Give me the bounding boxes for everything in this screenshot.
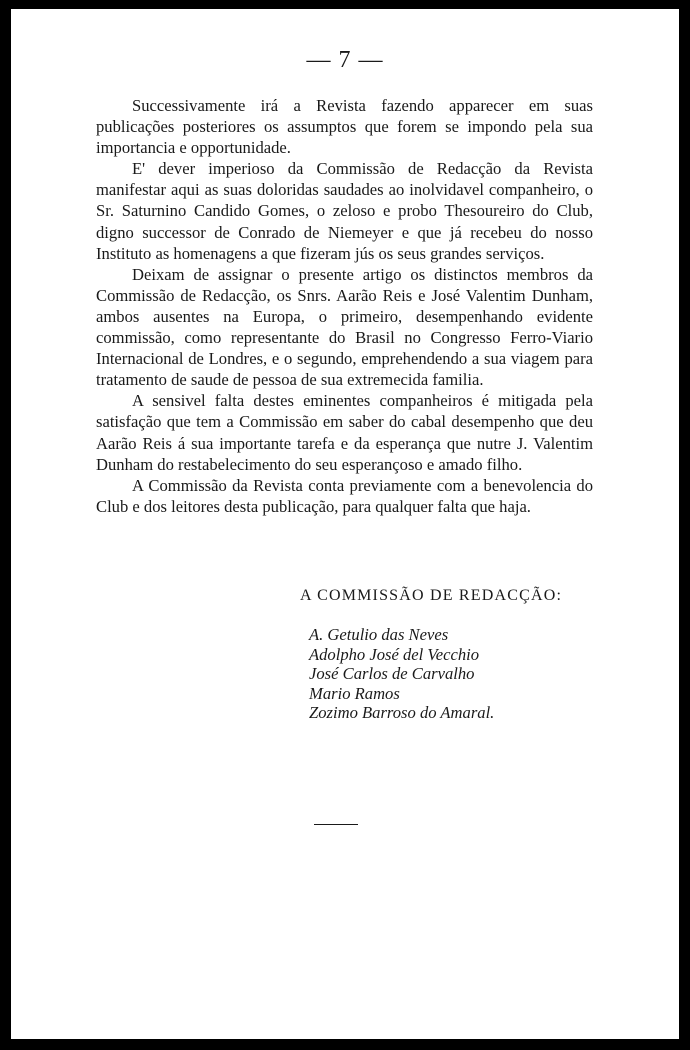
signature-name: Mario Ramos xyxy=(309,683,400,703)
signature-name: Adolpho José del Vecchio xyxy=(309,644,480,664)
document-page xyxy=(11,9,679,1039)
paragraph: A sensivel falta destes eminentes companheiros é mitigada pela satisfação que tem a Commissão em saber do cabal desempenho que deu Aarão Reis á sua importante tarefa e da esperança que nutre J. Valentim Dunham do restabelecimento do seu esperançoso e amado filho. xyxy=(96,391,593,474)
signature-list xyxy=(309,625,494,723)
article-body xyxy=(96,95,593,517)
commission-heading: A COMMISSÃO DE REDACÇÃO: xyxy=(300,587,563,604)
paragraph: Deixam de assignar o presente artigo os distinctos membros da Commissão de Redacção, os Snrs. Aarão Reis e José Valentim Dunham, ambos ausentes na Europa, o primeiro, desempenhando evidente commissão, como representante do Brasil no Congresso Ferro-Viario Internacional de Londres, e o segundo, emprehendendo a sua viagem para tratamento de saude de pessoa de sua extremecida familia. xyxy=(96,264,593,390)
closing-divider xyxy=(314,824,358,825)
signature-name: A. Getulio das Neves xyxy=(309,625,449,644)
paragraph: Successivamente irá a Revista fazendo apparecer em suas publicações posteriores os assumptos que forem se impondo pela sua importancia e opportunidade. xyxy=(96,96,593,158)
paragraph: A Commissão da Revista conta previamente com a benevolencia do Club e dos leitores desta publicação, para qualquer falta que haja. xyxy=(96,475,593,516)
paragraph: E' dever imperioso da Commissão de Redacção da Revista manifestar aqui as suas doloridas saudades ao inolvidavel companheiro, o Sr. Saturnino Candido Gomes, o zeloso e probo Thesoureiro do Club, digno successor de Conrado de Niemeyer e que já recebeu do nosso Instituto as homenagens a que fizeram jús os seus grandes serviços. xyxy=(96,159,593,263)
page-number: — 7 — xyxy=(306,47,384,73)
signature-name: José Carlos de Carvalho xyxy=(309,664,475,683)
signature-name: Zozimo Barroso do Amaral. xyxy=(309,703,495,722)
